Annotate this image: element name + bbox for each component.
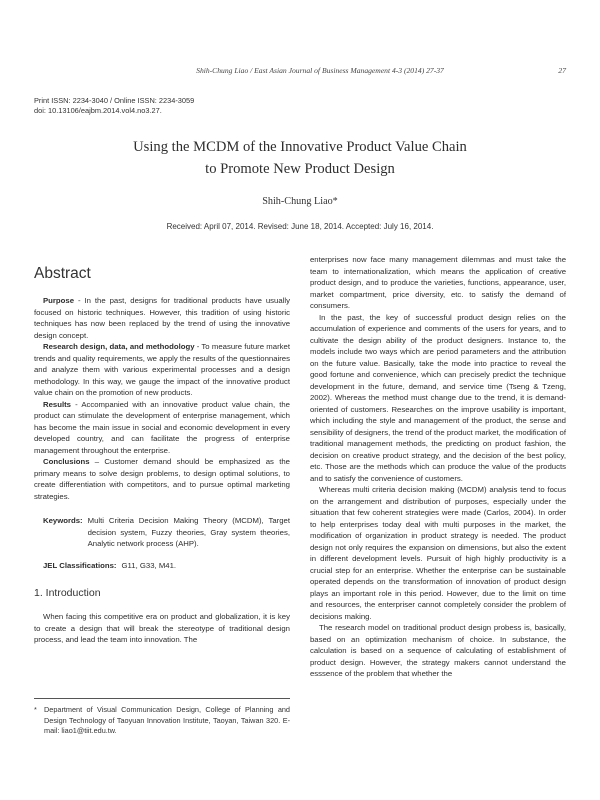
introduction-paragraph: When facing this competitive era on product and globalization, it is key to create a design that will break the stereotype of traditional design process, and lead the team into innovation. The xyxy=(34,612,290,644)
right-column xyxy=(310,254,566,680)
conclusions-text: – Customer demand should be emphasized as the primary means to solve design problems, to design optimal solutions, to create differentiation with competitors, and to pursue optimal marketing strategies. xyxy=(34,457,290,501)
keywords xyxy=(34,515,290,550)
issn-line: Print ISSN: 2234-3040 / Online ISSN: 2234-3059 xyxy=(34,96,195,105)
running-header: Shih-Chung Liao / East Asian Journal of Business Management 4-3 (2014) 27-37 xyxy=(196,66,444,75)
purpose-text: - In the past, designs for traditional products have usually focused on historic techniques. However, this tradition of using historic techniques has now been replaced by the trend of using the innovative design concept. xyxy=(34,296,290,340)
right-paragraph-2: In the past, the key of successful product design relies on the accumulation of experience and comments of the users for years, and to cultivate the design ability of the product designers. Instance to, the models include two ways which are period parameters and the attribution on the future value. Basically, take the mode into practice to reveal the good fortune and convenience, which can precisely predict the technique development in the future, demand, and service time (Tseng & Tzeng, 2002). Whereas the method must change due to the trend, it is demand-oriented of customers. Researches on the improve usability is important, which including the style and management of the product, the sense and sensibility of designers, the trend of the product market, the modification of traditional management methods, the predicting on product fashion, the decision on creative product strategy, and the decision of the best policy, etc. Those are the methods which can produce the value of the products and to satisfy the convenience of customers. xyxy=(310,312,566,483)
footnote-mark: * xyxy=(34,705,37,714)
research-text: - To measure future market trends and quality requirements, we apply the results of the questionnaires and analyze them with various experimental processes and a design methodology. In this way, we gauge the impact of the innovative product value chain on the promotion of new products. xyxy=(34,342,290,397)
title-line-1: Using the MCDM of the Innovative Product Value Chain xyxy=(133,139,467,155)
jel-classifications xyxy=(34,560,290,572)
introduction-heading: 1. Introduction xyxy=(34,587,101,599)
page-number: 27 xyxy=(558,66,566,75)
right-paragraph-3: Whereas multi criteria decision making (MCDM) analysis tend to focus on the arrangement and distribution of purposes, especially under the situation that few coherent strategies were made (Carlos, 2004). In order to help enterprises today deal with multi purposes in the market, the modification of organization in product strategy is needed. The product design not only requires the expansion on dimensions, but also the extent in different development levels. Pursuit of high highly productivity is a crucial step for an enterprise. Whether the enterprise can be sustainable operated depends on the transformation of innovation of product design plays an important role in this period. However, due to the limit on time and resources, the enterpriser cannot completely consider the problem of decisions making. xyxy=(310,485,566,621)
left-column xyxy=(34,264,290,646)
results-label: Results xyxy=(43,399,71,409)
right-paragraph-1: enterprises now face many management dilemmas and must take the team to internationalization, which means the application of creative product design, and to produce the varieties, functions, appearance, user, market compartment, price diversity, etc. to satisfy the demand of consumers. xyxy=(310,255,566,310)
issn-block xyxy=(34,96,194,116)
keywords-label: Keywords: xyxy=(43,516,83,525)
author-footnote xyxy=(34,698,290,737)
doi-line: doi: 10.13106/eajbm.2014.vol4.no3.27. xyxy=(34,106,162,115)
abstract-purpose xyxy=(34,295,290,341)
jel-label: JEL Classifications: xyxy=(43,560,117,570)
research-label: Research design, data, and methodology xyxy=(43,342,195,351)
conclusions-label: Conclusions xyxy=(43,457,90,466)
abstract-research xyxy=(34,341,290,399)
footnote-text: Department of Visual Communication Design, College of Planning and Design Technology of Taoyuan Innovation Institute, Taoyan, Taiwan 320. E-mail: liao1@tiit.edu.tw. xyxy=(44,705,290,736)
received-dates: Received: April 07, 2014. Revised: June 18, 2014. Accepted: July 16, 2014. xyxy=(166,222,434,231)
author-name: Shih-Chung Liao* xyxy=(262,196,338,207)
right-paragraph-4: The research model on traditional product design probess is, basically, based on an optimization mechanism of choice. In substance, the calculation is based on a sequence of calculating of establishment of product design. However, the strategy makers cannot understand the esssence of the problem that whether the xyxy=(310,623,566,678)
jel-text: G11, G33, M41. xyxy=(121,560,177,570)
keywords-text: Multi Criteria Decision Making Theory (MCDM), Target decision system, Fuzzy theories, Gray system theories, Analytic network process (AHP). xyxy=(87,516,290,548)
abstract-conclusions xyxy=(34,456,290,502)
title-line-2: to Promote New Product Design xyxy=(205,161,395,177)
article-title xyxy=(0,136,600,180)
purpose-label: Purpose xyxy=(43,296,75,305)
abstract-results xyxy=(34,399,290,457)
results-text: - Accompanied with an innovative product value chain, the product can stimulate the development of enterprise management, which has become the main issue in social and economic development in every developed country, and can facilitate the progress of enterprise management throughout the enterprise. xyxy=(34,399,290,455)
abstract-heading: Abstract xyxy=(34,265,91,282)
